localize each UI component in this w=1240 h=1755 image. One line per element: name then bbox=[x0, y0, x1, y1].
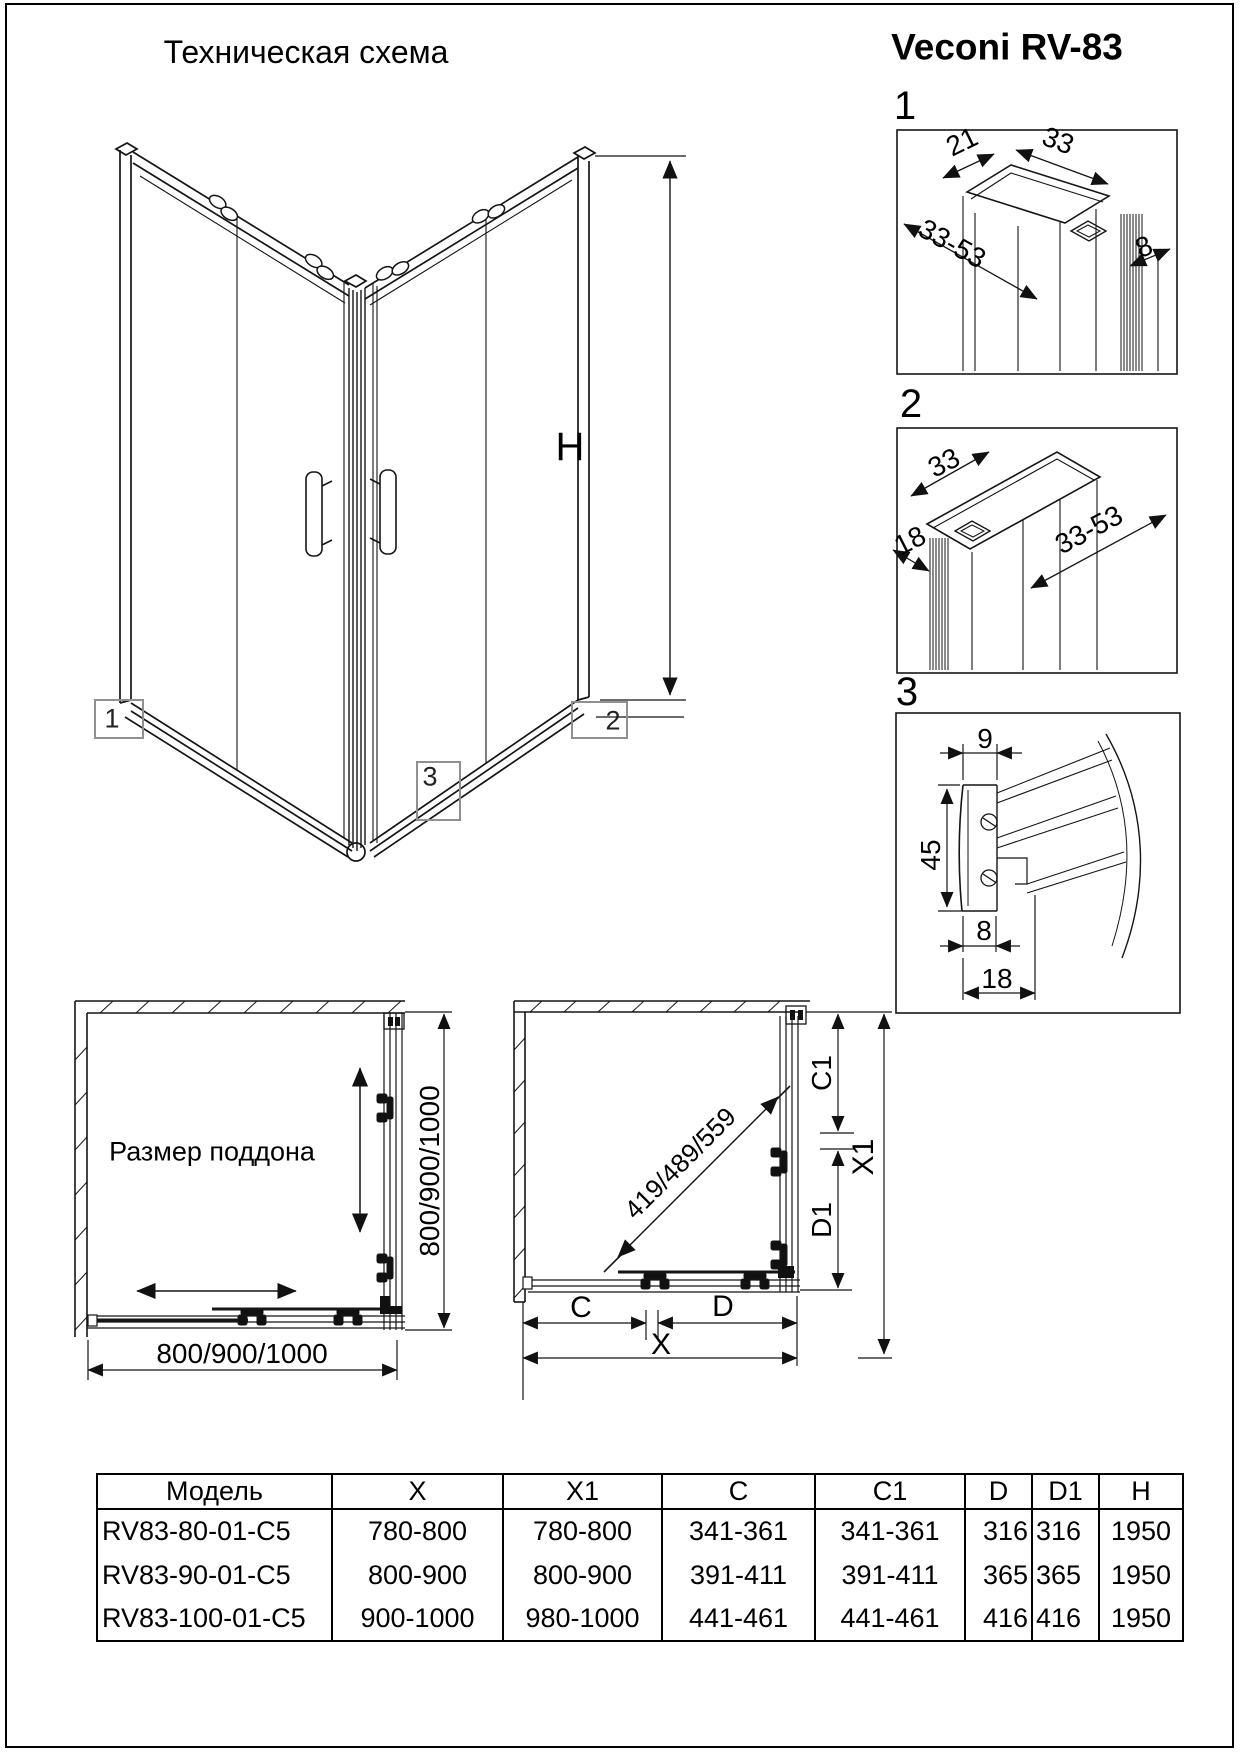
col-header-x: X bbox=[332, 1474, 503, 1509]
detail2-dim-18: 18 bbox=[888, 519, 931, 562]
dim-label-x1: X1 bbox=[847, 1138, 880, 1176]
cell-d: 416 bbox=[965, 1597, 1032, 1641]
detail3-dim-45: 45 bbox=[915, 839, 946, 871]
detail2-dim-33: 33 bbox=[922, 441, 965, 484]
detail-3-number: 3 bbox=[895, 670, 919, 714]
isometric-enclosure-drawing bbox=[116, 143, 595, 861]
height-dimension bbox=[595, 156, 686, 717]
callout-1-label: 1 bbox=[104, 703, 120, 734]
cell-d: 316 bbox=[965, 1509, 1032, 1553]
dim-label-c: C bbox=[570, 1291, 592, 1324]
cell-c1: 391-411 bbox=[815, 1553, 965, 1597]
tray-size-caption: Размер поддона bbox=[109, 1136, 315, 1167]
cell-h: 1950 bbox=[1099, 1553, 1183, 1597]
door-handles bbox=[306, 470, 396, 556]
cell-c: 441-461 bbox=[662, 1597, 815, 1641]
plan-right-diagonal-dim: 419/489/559 bbox=[618, 1101, 742, 1225]
detail1-dim-21: 21 bbox=[940, 120, 983, 163]
brand-title: Veconi RV-83 bbox=[891, 26, 1123, 68]
cell-d: 365 bbox=[965, 1553, 1032, 1597]
detail1-dim-3353: 33-53 bbox=[913, 212, 992, 275]
col-header-d: D bbox=[965, 1474, 1032, 1509]
height-dim-label: H bbox=[555, 425, 585, 469]
callout-2-label: 2 bbox=[605, 705, 621, 736]
cell-model: RV83-100-01-C5 bbox=[97, 1597, 332, 1641]
cell-x: 800-900 bbox=[332, 1553, 503, 1597]
cell-c1: 441-461 bbox=[815, 1597, 965, 1641]
spec-table bbox=[96, 1473, 1184, 1642]
dim-label-d1: D1 bbox=[806, 1202, 837, 1238]
cell-d1: 365 bbox=[1032, 1553, 1099, 1597]
detail2-dim-3353: 33-53 bbox=[1049, 499, 1128, 561]
cell-x: 780-800 bbox=[332, 1509, 503, 1553]
col-header-model: Модель bbox=[97, 1474, 332, 1509]
col-header-x1: X1 bbox=[503, 1474, 662, 1509]
plan-view-left bbox=[75, 1001, 452, 1380]
cell-c: 341-361 bbox=[662, 1509, 815, 1553]
cell-c1: 341-361 bbox=[815, 1509, 965, 1553]
cell-x: 900-1000 bbox=[332, 1597, 503, 1641]
detail1-dim-33: 33 bbox=[1038, 120, 1079, 161]
col-header-c1: C1 bbox=[815, 1474, 965, 1509]
col-header-h: H bbox=[1099, 1474, 1183, 1509]
cell-model: RV83-80-01-C5 bbox=[97, 1509, 332, 1553]
col-header-c: C bbox=[662, 1474, 815, 1509]
table-row bbox=[97, 1509, 1183, 1553]
detail-2-number: 2 bbox=[899, 382, 923, 426]
spec-header-row bbox=[97, 1474, 1183, 1509]
cell-x1: 800-900 bbox=[503, 1553, 662, 1597]
cell-model: RV83-90-01-C5 bbox=[97, 1553, 332, 1597]
dim-label-x: X bbox=[650, 1328, 672, 1361]
cell-d1: 416 bbox=[1032, 1597, 1099, 1641]
page-title: Техническая схема bbox=[163, 34, 449, 70]
table-row bbox=[97, 1597, 1183, 1641]
detail-1-number: 1 bbox=[893, 84, 917, 128]
cell-x1: 780-800 bbox=[503, 1509, 662, 1553]
dim-label-c1: C1 bbox=[806, 1055, 837, 1091]
detail3-dim-9: 9 bbox=[977, 723, 993, 754]
detail3-dim-8: 8 bbox=[976, 915, 992, 946]
detail3-dim-18: 18 bbox=[981, 963, 1013, 994]
cell-h: 1950 bbox=[1099, 1509, 1183, 1553]
col-header-d1: D1 bbox=[1032, 1474, 1099, 1509]
cell-d1: 316 bbox=[1032, 1509, 1099, 1553]
dim-label-d: D bbox=[712, 1290, 734, 1323]
callout-3-label: 3 bbox=[422, 761, 438, 792]
cell-c: 391-411 bbox=[662, 1553, 815, 1597]
cell-x1: 980-1000 bbox=[503, 1597, 662, 1641]
cell-h: 1950 bbox=[1099, 1597, 1183, 1641]
plan-left-side-dim: 800/900/1000 bbox=[414, 1085, 445, 1257]
table-row bbox=[97, 1553, 1183, 1597]
detail1-dim-8: 8 bbox=[1130, 229, 1158, 264]
plan-left-bottom-dim: 800/900/1000 bbox=[156, 1338, 328, 1369]
